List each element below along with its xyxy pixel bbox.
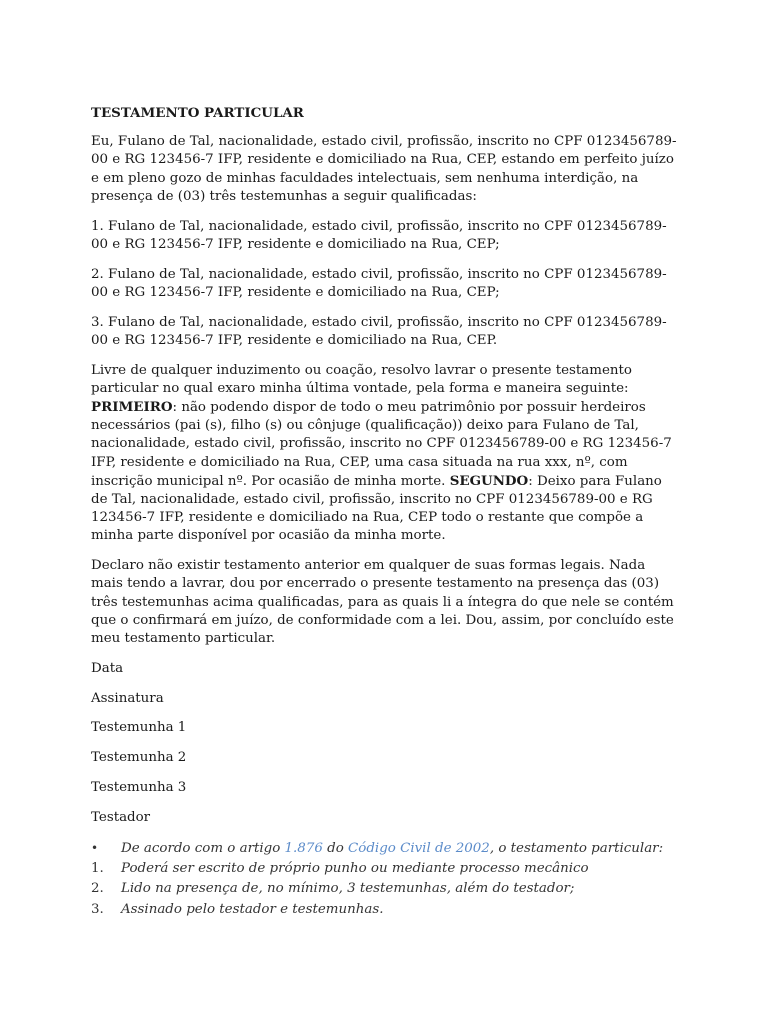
witness-2-line: Testemunha 2 bbox=[91, 750, 187, 766]
list-item-text: Lido na presença de, no mínimo, 3 testemunhas, além do testador; bbox=[121, 881, 575, 897]
notes-list-item bbox=[91, 901, 681, 919]
primeiro-label: PRIMEIRO bbox=[91, 399, 173, 416]
document-title: TESTAMENTO PARTICULAR bbox=[91, 105, 304, 121]
list-item-number: 1. bbox=[91, 861, 104, 877]
date-line: Data bbox=[91, 660, 124, 676]
will-body-paragraph bbox=[91, 362, 681, 546]
will-body-part3: : Deixo para Fulano de Tal, nacionalidade, estado civil, profissão, inscrito no CPF 0123456789-00 e RG 123456-7 IFP, residente e domiciliado na Rua, CEP todo o restante que compõe a minha parte disponível por ocasião da minha morte. bbox=[91, 473, 662, 544]
witness-paragraph-2: 2. Fulano de Tal, nacionalidade, estado civil, profissão, inscrito no CPF 0123456789-00 e RG 123456-7 IFP, residente e domiciliado na Rua, CEP; bbox=[91, 266, 667, 300]
witness-paragraph-1: 1. Fulano de Tal, nacionalidade, estado civil, profissão, inscrito no CPF 0123456789-00 e RG 123456-7 IFP, residente e domiciliado na Rua, CEP; bbox=[91, 218, 667, 252]
list-item-number: 3. bbox=[91, 901, 104, 917]
will-body-part2: : não podendo dispor de todo o meu patrimônio por possuir herdeiros necessários (pai (s), filho (s) ou cônjuge (qualificação)) deixo para Fulano de Tal, nacionalidade, estado civil, profissão, inscrito no CPF 0123456789-00 e RG 123456-7 IFP, residente e domiciliado na Rua, CEP, uma casa situada na rua xxx, nº, com inscrição municipal nº. Por ocasião de minha morte. bbox=[91, 400, 672, 489]
will-body-part1: Livre de qualquer induzimento ou coação, resolvo lavrar o presente testamento particular no qual exaro minha última vontade, pela forma e maneira seguinte: bbox=[91, 362, 632, 396]
notes-list-item bbox=[91, 880, 681, 898]
notes-lead-middle: do bbox=[322, 840, 349, 856]
notes-list-item bbox=[91, 860, 681, 878]
notes-lead-text bbox=[121, 840, 663, 858]
notes-lead-suffix: , o testamento particular: bbox=[489, 840, 664, 856]
segundo-label: SEGUNDO bbox=[449, 472, 529, 489]
list-item-text: Assinado pelo testador e testemunhas. bbox=[121, 901, 384, 917]
closing-paragraph: Declaro não existir testamento anterior em qualquer de suas formas legais. Nada mais tendo a lavrar, dou por encerrado o presente testamento na presença das (03) três testemunhas acima qualificadas, para as quais li a íntegra do que nele se contém que o confirmará em juízo, de conformidade com a lei. Dou, assim, por concluído este meu testamento particular. bbox=[91, 558, 674, 647]
witness-1-line: Testemunha 1 bbox=[91, 720, 187, 736]
legal-notes bbox=[91, 839, 681, 919]
article-1876-link[interactable]: 1.876 bbox=[284, 840, 323, 856]
signature-line: Assinatura bbox=[91, 690, 164, 706]
testator-line: Testador bbox=[91, 809, 151, 825]
list-item-text: Poderá ser escrito de próprio punho ou mediante processo mecânico bbox=[121, 861, 589, 877]
bullet-marker: • bbox=[91, 840, 99, 855]
notes-lead-prefix: De acordo com o artigo bbox=[121, 840, 285, 856]
list-item-number: 2. bbox=[91, 881, 104, 897]
intro-paragraph: Eu, Fulano de Tal, nacionalidade, estado civil, profissão, inscrito no CPF 0123456789-00 e RG 123456-7 IFP, residente e domiciliado na Rua, CEP, estando em perfeito juízo e em pleno gozo de minhas faculdades intelectuais, sem nenhuma interdição, na presença de (03) três testemunhas a seguir qualificadas: bbox=[91, 134, 677, 204]
witness-3-line: Testemunha 3 bbox=[91, 780, 187, 796]
witness-paragraph-3: 3. Fulano de Tal, nacionalidade, estado civil, profissão, inscrito no CPF 0123456789-00 e RG 123456-7 IFP, residente e domiciliado na Rua, CEP. bbox=[91, 314, 667, 348]
document-content bbox=[91, 104, 681, 921]
codigo-civil-link[interactable]: Código Civil de 2002 bbox=[348, 840, 490, 856]
notes-lead bbox=[91, 839, 681, 858]
